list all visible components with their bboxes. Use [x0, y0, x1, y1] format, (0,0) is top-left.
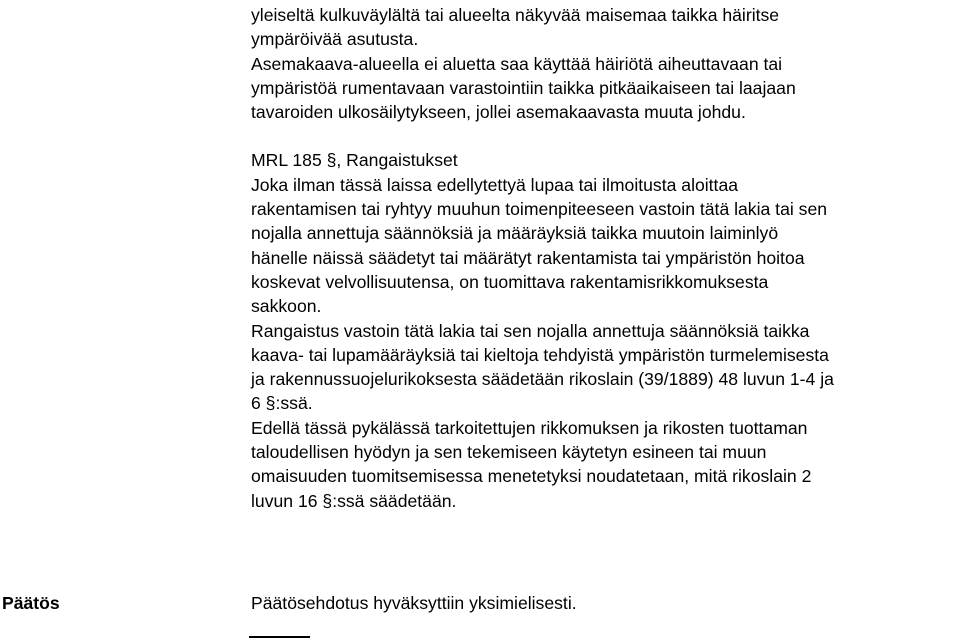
paragraph: Asemakaava-alueella ei aluetta saa käyttää häiriötä aiheuttavaan tai ympäristöä rumentavaan varastointiin taikka pitkäaikaiseen tai laajaan tavaroiden ulkosäilytykseen, jollei asemakaavasta muuta johdu.: [251, 53, 796, 123]
section-heading: MRL 185 §, Rangaistukset: [251, 150, 458, 171]
decision-label: Päätös: [2, 593, 60, 613]
document-body: [251, 3, 957, 513]
paragraph: Joka ilman tässä laissa edellytettyä lupaa tai ilmoitusta aloittaa rakentamisen tai ryhtyy muuhun toimenpiteeseen vastoin tätä lakia tai sen nojalla annettuja säännöksiä ja määräyksiä taikka muutoin laiminlyö hänelle näissä säädetyt tai määrätyt rakentamista tai ympäristön hoitoa koskevat velvollisuutensa, on tuomittava rakentamisrikkomuksesta sakkoon.: [251, 174, 828, 317]
paragraph: yleiseltä kulkuväylältä tai alueelta näkyvää maisemaa taikka häiritse ympäröivää asutusta.: [251, 5, 780, 50]
paragraph-spacer: [251, 124, 957, 148]
decision-text: Päätösehdotus hyväksyttiin yksimielisesti.: [251, 593, 577, 613]
signature-line: [249, 636, 310, 638]
paragraph: Edellä tässä pykälässä tarkoitettujen rikkomuksen ja rikosten tuottaman taloudellisen hyödyn ja sen tekemiseen käytetyn esineen tai muun omaisuuden tuomitsemisessa menetetyksi noudatetaan, mitä rikoslain 2 luvun 16 §:ssä säädetään.: [251, 417, 812, 511]
paragraph: Rangaistus vastoin tätä lakia tai sen nojalla annettuja säännöksiä taikka kaava- tai lupamääräyksiä tai kieltoja tehdyistä ympäristön turmelemisesta ja rakennussuojelurikoksesta säädetään rikoslain (39/1889) 48 luvun 1-4 ja 6 §:ssä.: [251, 320, 834, 414]
